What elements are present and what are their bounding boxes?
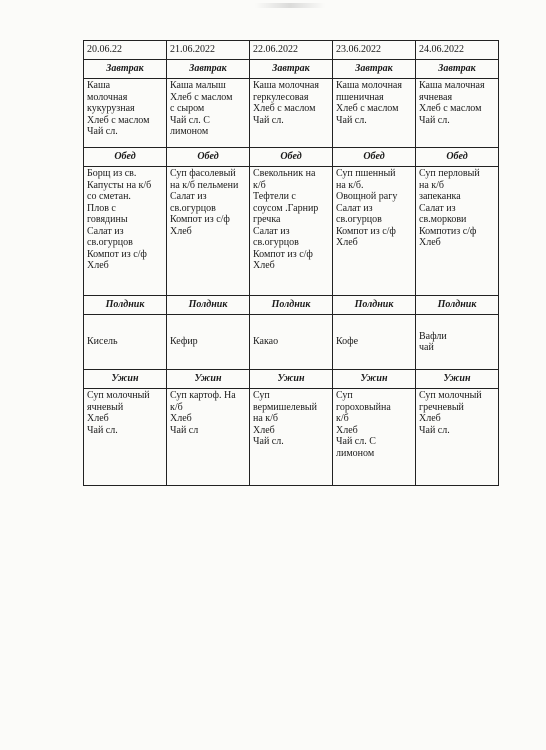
date-cell: 21.06.2022 <box>167 41 250 60</box>
breakfast-header: Завтрак <box>84 60 167 79</box>
snack-header: Полдник <box>333 296 416 315</box>
lunch-header: Обед <box>416 148 499 167</box>
snack-cell: Вафли чай <box>416 315 499 370</box>
lunch-header: Обед <box>333 148 416 167</box>
snack-cell: Кофе <box>333 315 416 370</box>
date-cell: 24.06.2022 <box>416 41 499 60</box>
breakfast-header: Завтрак <box>167 60 250 79</box>
dates-row <box>84 41 499 60</box>
snack-cell: Кефир <box>167 315 250 370</box>
dinner-header: Ужин <box>416 370 499 389</box>
dinner-cell: Суп вермишелевый на к/б Хлеб Чай сл. <box>250 389 333 486</box>
dinner-header: Ужин <box>167 370 250 389</box>
breakfast-cell: Каша малочная ячневая Хлеб с маслом Чай сл. <box>416 79 499 148</box>
lunch-header: Обед <box>167 148 250 167</box>
breakfast-cell: Каша молочная геркулесовая Хлеб с маслом Чай сл. <box>250 79 333 148</box>
dinner-cell: Суп картоф. На к/б Хлеб Чай сл <box>167 389 250 486</box>
snack-header: Полдник <box>250 296 333 315</box>
snack-header: Полдник <box>167 296 250 315</box>
date-cell: 20.06.22 <box>84 41 167 60</box>
snack-cell: Какао <box>250 315 333 370</box>
snack-header: Полдник <box>416 296 499 315</box>
weekly-menu-table <box>83 40 499 486</box>
breakfast-header: Завтрак <box>416 60 499 79</box>
breakfast-header: Завтрак <box>333 60 416 79</box>
dinner-cell: Суп молочный гречневый Хлеб Чай сл. <box>416 389 499 486</box>
snack-header: Полдник <box>84 296 167 315</box>
lunch-cell: Суп пшенный на к/б. Овощной рагу Салат из св.огурцов Компот из с/ф Хлеб <box>333 167 416 296</box>
lunch-header: Обед <box>84 148 167 167</box>
date-cell: 23.06.2022 <box>333 41 416 60</box>
dinner-header: Ужин <box>250 370 333 389</box>
dinner-header: Ужин <box>84 370 167 389</box>
lunch-header-row <box>84 148 499 167</box>
dinner-header-row <box>84 370 499 389</box>
dinner-row <box>84 389 499 486</box>
scan-mark <box>255 3 325 8</box>
dinner-header: Ужин <box>333 370 416 389</box>
lunch-cell: Борщ из св. Капусты на к/б со сметан. Плов с говядины Салат из св.огурцов Компот из с/ф Хлеб <box>84 167 167 296</box>
lunch-row <box>84 167 499 296</box>
dinner-cell: Суп молочный ячневый Хлеб Чай сл. <box>84 389 167 486</box>
breakfast-cell: Каша малыш Хлеб с маслом с сыром Чай сл. С лимоном <box>167 79 250 148</box>
lunch-cell: Свекольник на к/б Тефтели с соусом .Гарнир гречка Салат из св.огурцов Компот из с/ф Хлеб <box>250 167 333 296</box>
dinner-cell: Суп гороховыйна к/б Хлеб Чай сл. С лимоном <box>333 389 416 486</box>
breakfast-cell: Каша молочная кукурузная Хлеб с маслом Чай сл. <box>84 79 167 148</box>
snack-header-row <box>84 296 499 315</box>
breakfast-header-row <box>84 60 499 79</box>
lunch-cell: Суп фасолевый на к/б пельмени Салат из св.огурцов Компот из с/ф Хлеб <box>167 167 250 296</box>
breakfast-cell: Каша молочная пшеничная Хлеб с маслом Чай сл. <box>333 79 416 148</box>
snack-cell: Кисель <box>84 315 167 370</box>
date-cell: 22.06.2022 <box>250 41 333 60</box>
lunch-cell: Суп перловый на к/б запеканка Салат из св.моркови Компотиз с/ф Хлеб <box>416 167 499 296</box>
breakfast-row <box>84 79 499 148</box>
lunch-header: Обед <box>250 148 333 167</box>
snack-row <box>84 315 499 370</box>
breakfast-header: Завтрак <box>250 60 333 79</box>
